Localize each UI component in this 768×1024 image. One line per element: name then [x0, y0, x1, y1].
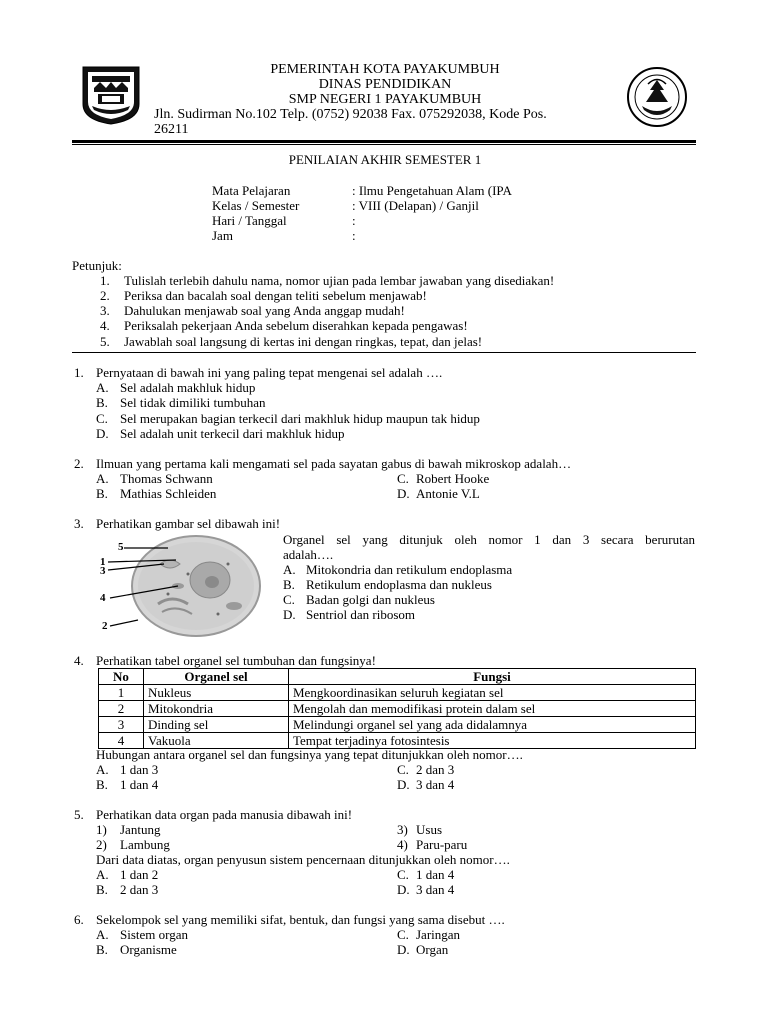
- instruction-text: Jawablah soal langsung di kertas ini dengan ringkas, tepat, dan jelas!: [124, 334, 483, 349]
- question-text: Ilmuan yang pertama kali mengamati sel pada sayatan gabus di bawah mikroskop adalah…: [96, 456, 572, 471]
- exam-title: PENILAIAN AKHIR SEMESTER 1: [288, 152, 482, 167]
- instruction-text: Tulislah terlebih dahulu nama, nomor ujian pada lembar jawaban yang disediakan!: [124, 273, 555, 288]
- instruction-text: Periksalah pekerjaan Anda sebelum diserahkan kepada pengawas!: [124, 318, 468, 333]
- cell-organelle: Nukleus: [144, 685, 289, 701]
- question-text: Perhatikan tabel organel sel tumbuhan dan fungsinya!: [96, 653, 376, 668]
- option-text: Antonie V.L: [416, 486, 480, 501]
- instruction-text: Dahulukan menjawab soal yang Anda anggap mudah!: [124, 303, 405, 318]
- question-text: Perhatikan gambar sel dibawah ini!: [96, 516, 281, 531]
- option-text: Organisme: [120, 942, 177, 957]
- table-row: [99, 717, 696, 733]
- header-rule-thick: [72, 140, 696, 143]
- data-text: Lambung: [120, 837, 170, 852]
- instruction-number: 4.: [100, 318, 110, 333]
- option-text: Thomas Schwann: [120, 471, 213, 486]
- option-text: 1 dan 4: [120, 777, 159, 792]
- option-letter: D.: [397, 777, 410, 792]
- option-text: Sentriol dan ribosom: [306, 607, 416, 622]
- figure-label: 2: [102, 620, 108, 632]
- info-label: Mata Pelajaran: [212, 183, 291, 198]
- option-text: 2 dan 3: [120, 882, 159, 897]
- instruction-text: Periksa dan bacalah soal dengan teliti sebelum menjawab!: [124, 288, 427, 303]
- option-letter: B.: [96, 777, 108, 792]
- option-letter: A.: [96, 762, 109, 777]
- instruction-number: 3.: [100, 303, 110, 318]
- option-letter: A.: [96, 927, 109, 942]
- column-header-organelle: Organel sel: [144, 669, 289, 685]
- organelle-table: [98, 668, 696, 749]
- question-number: 6.: [74, 912, 84, 927]
- instructions-heading: Petunjuk:: [72, 258, 122, 273]
- info-label: Hari / Tanggal: [212, 213, 287, 228]
- option-text: Mathias Schleiden: [120, 486, 217, 501]
- option-text: Robert Hooke: [416, 471, 490, 486]
- data-number: 4): [397, 837, 408, 852]
- option-letter: D.: [397, 882, 410, 897]
- cell-organelle: Dinding sel: [144, 717, 289, 733]
- section-divider: [72, 352, 696, 353]
- column-header-function: Fungsi: [289, 669, 696, 685]
- question-followup: Hubungan antara organel sel dan fungsinya yang tepat ditunjukkan oleh nomor….: [96, 747, 523, 762]
- option-letter: B.: [96, 486, 108, 501]
- option-letter: D.: [397, 486, 410, 501]
- question-number: 1.: [74, 365, 84, 380]
- tut-wuri-handayani-logo: [624, 66, 690, 128]
- info-value: :: [352, 228, 356, 243]
- option-text: Jaringan: [416, 927, 461, 942]
- data-text: Jantung: [120, 822, 161, 837]
- cell-function: Tempat terjadinya fotosintesis: [289, 733, 696, 749]
- header-line-school: SMP NEGERI 1 PAYAKUMBUH: [288, 92, 482, 107]
- option-letter: C.: [96, 411, 108, 426]
- info-label: Jam: [212, 228, 233, 243]
- question-followup: Dari data diatas, organ penyusun sistem pencernaan ditunjukkan oleh nomor….: [96, 852, 510, 867]
- option-letter: C.: [397, 867, 409, 882]
- cell-organelle: Mitokondria: [144, 701, 289, 717]
- option-text: Sel adalah makhluk hidup: [120, 380, 256, 395]
- cell-no: 1: [99, 685, 144, 701]
- option-text: 3 dan 4: [416, 777, 455, 792]
- info-value: : Ilmu Pengetahuan Alam (IPA: [352, 183, 512, 198]
- option-letter: B.: [283, 577, 295, 592]
- option-letter: C.: [397, 927, 409, 942]
- header-rule-thin: [72, 144, 696, 145]
- data-number: 3): [397, 822, 408, 837]
- cell-function: Mengolah dan memodifikasi protein dalam sel: [289, 701, 696, 717]
- option-text: Mitokondria dan retikulum endoplasma: [306, 562, 513, 577]
- header-address: Jln. Sudirman No.102 Telp. (0752) 92038 Fax. 075292038, Kode Pos.: [154, 107, 547, 122]
- instruction-number: 5.: [100, 334, 110, 349]
- option-letter: D.: [96, 426, 109, 441]
- info-label: Kelas / Semester: [212, 198, 300, 213]
- option-text: Organ: [416, 942, 449, 957]
- instruction-number: 1.: [100, 273, 110, 288]
- cell-function: Melindungi organel sel yang ada didalamnya: [289, 717, 696, 733]
- option-letter: C.: [283, 592, 295, 607]
- question-number: 5.: [74, 807, 84, 822]
- question-number: 4.: [74, 653, 84, 668]
- option-text: 1 dan 4: [416, 867, 455, 882]
- cell-no: 3: [99, 717, 144, 733]
- question-text: Pernyataan di bawah ini yang paling tepat mengenai sel adalah ….: [96, 365, 443, 380]
- option-text: Sistem organ: [120, 927, 189, 942]
- info-value: :: [352, 213, 356, 228]
- city-logo: [80, 64, 142, 126]
- question-text: Perhatikan data organ pada manusia dibawah ini!: [96, 807, 353, 822]
- option-letter: D.: [283, 607, 296, 622]
- header-postcode: 26211: [154, 122, 189, 137]
- option-text: 3 dan 4: [416, 882, 455, 897]
- table-header-row: [99, 669, 696, 685]
- option-letter: A.: [96, 471, 109, 486]
- option-letter: C.: [397, 471, 409, 486]
- data-text: Paru-paru: [416, 837, 468, 852]
- option-letter: B.: [96, 882, 108, 897]
- option-letter: A.: [283, 562, 296, 577]
- option-letter: B.: [96, 942, 108, 957]
- column-header-no: No: [99, 669, 144, 685]
- info-value: : VIII (Delapan) / Ganjil: [352, 198, 479, 213]
- option-text: Sel adalah unit terkecil dari makhluk hidup: [120, 426, 345, 441]
- table-row: [99, 685, 696, 701]
- instruction-number: 2.: [100, 288, 110, 303]
- option-letter: B.: [96, 395, 108, 410]
- option-text: Sel tidak dimiliki tumbuhan: [120, 395, 266, 410]
- table-row: [99, 701, 696, 717]
- data-number: 1): [96, 822, 107, 837]
- figure-label: 4: [100, 592, 106, 604]
- option-letter: C.: [397, 762, 409, 777]
- option-text: 1 dan 3: [120, 762, 159, 777]
- header-line-agency: DINAS PENDIDIKAN: [318, 77, 452, 92]
- cell-organelle: Vakuola: [144, 733, 289, 749]
- question-number: 3.: [74, 516, 84, 531]
- option-letter: A.: [96, 867, 109, 882]
- animal-cell-diagram: [98, 534, 278, 640]
- option-text: Sel merupakan bagian terkecil dari makhluk hidup maupun tak hidup: [120, 411, 480, 426]
- question-stem: adalah….: [283, 547, 334, 562]
- data-number: 2): [96, 837, 107, 852]
- option-letter: D.: [397, 942, 410, 957]
- header-line-government: PEMERINTAH KOTA PAYAKUMBUH: [270, 62, 500, 77]
- data-text: Usus: [416, 822, 443, 837]
- figure-label: 3: [100, 565, 106, 577]
- figure-label: 1: [100, 556, 106, 568]
- question-text: Sekelompok sel yang memiliki sifat, bentuk, dan fungsi yang sama disebut ….: [96, 912, 505, 927]
- option-text: 1 dan 2: [120, 867, 159, 882]
- cell-function: Mengkoordinasikan seluruh kegiatan sel: [289, 685, 696, 701]
- cell-no: 2: [99, 701, 144, 717]
- cell-no: 4: [99, 733, 144, 749]
- question-stem: Organel sel yang ditunjuk oleh nomor 1 dan 3 secara berurutan: [283, 532, 695, 547]
- option-letter: A.: [96, 380, 109, 395]
- option-text: Badan golgi dan nukleus: [306, 592, 435, 607]
- figure-label: 5: [118, 541, 124, 553]
- option-text: Retikulum endoplasma dan nukleus: [306, 577, 492, 592]
- question-number: 2.: [74, 456, 84, 471]
- option-text: 2 dan 3: [416, 762, 455, 777]
